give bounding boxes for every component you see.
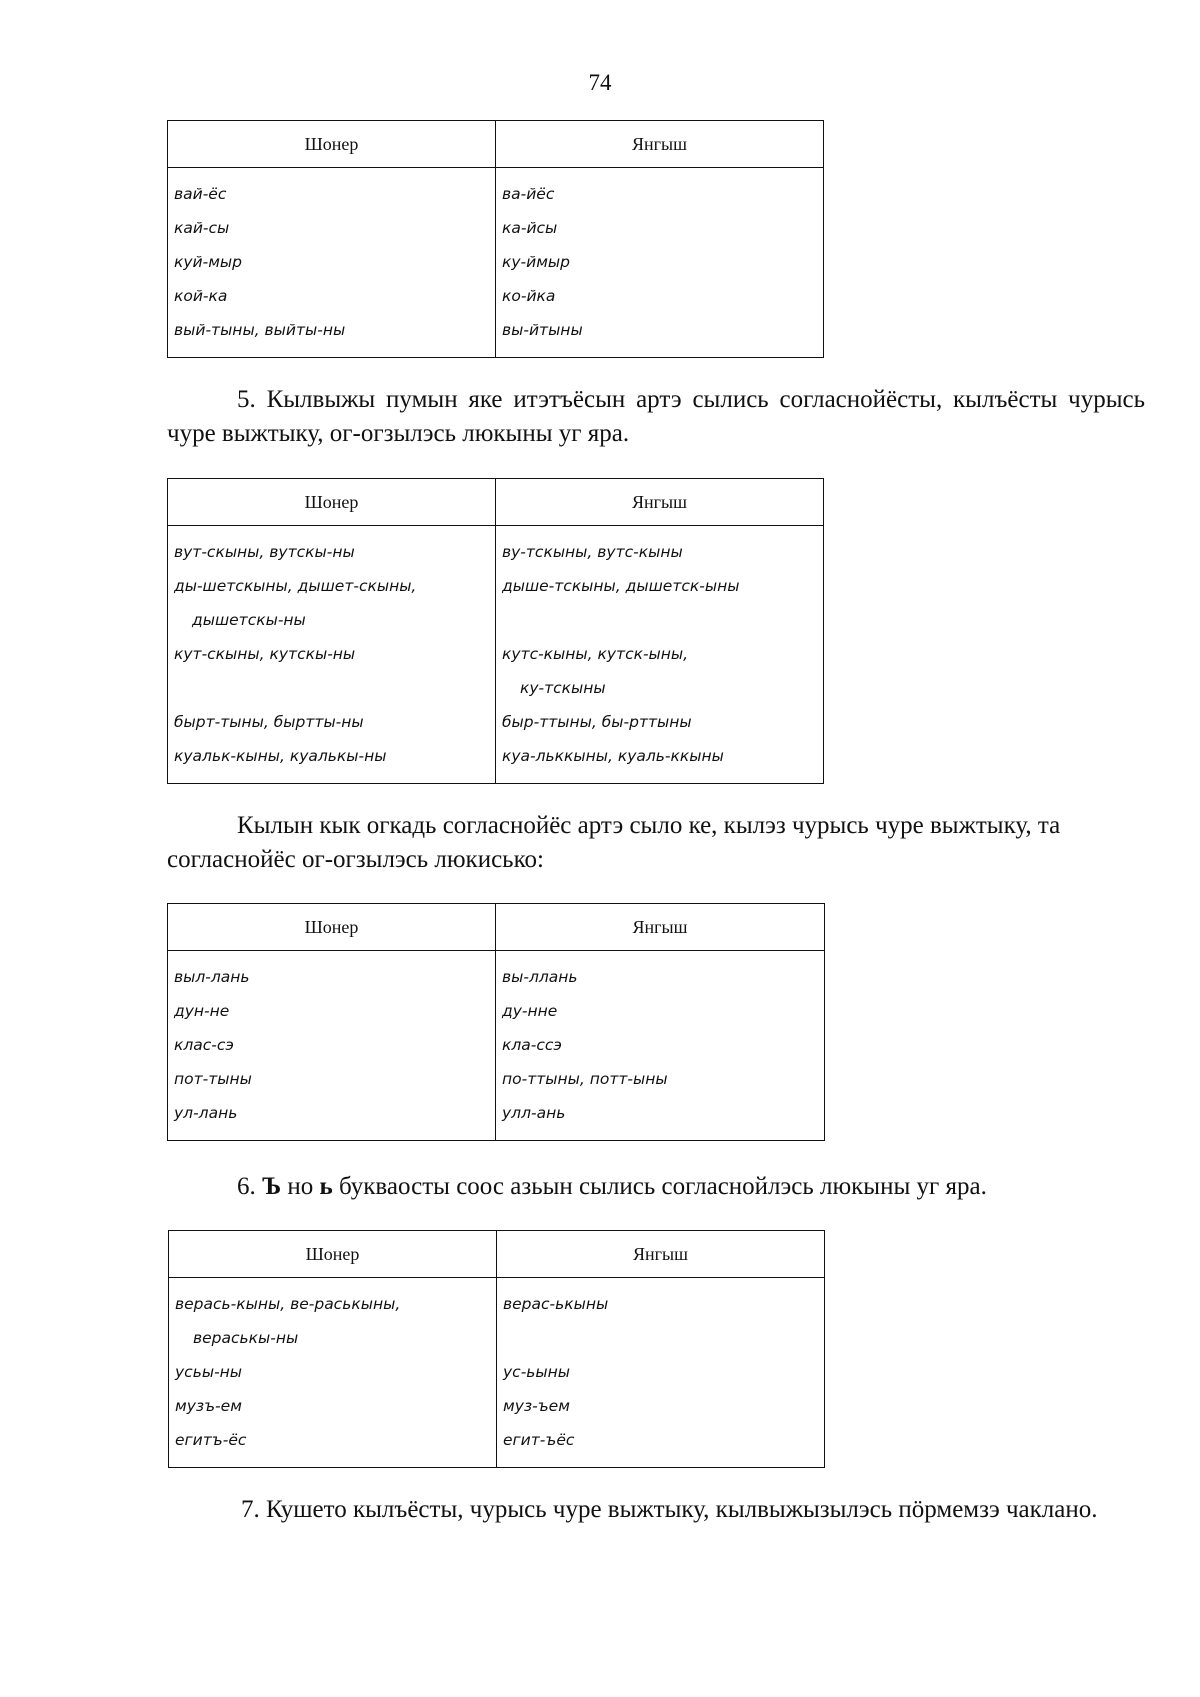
old-entry: кут-скыны, кутскы-ны <box>174 645 356 663</box>
hyphenation-table-1 <box>167 120 824 358</box>
old-rule-header: Шонер <box>168 121 496 168</box>
new-entry: верас-ькыны <box>503 1295 609 1313</box>
old-rule-header: Шонер <box>169 1231 497 1278</box>
old-entry: вераськы-ны <box>193 1329 299 1347</box>
page-number: 74 <box>588 70 612 95</box>
new-entry: кутс-кыны, кутск-ыны, <box>502 645 689 663</box>
old-entry: дун-не <box>174 1002 230 1020</box>
new-entry: по-ттыны, потт-ыны <box>502 1070 668 1088</box>
new-entry: ку-тскыны <box>520 679 606 697</box>
paragraph-rule-6: 6. Ъ но ь букваосты соос азьын сылись согласнойлэсь люкыны уг яра. <box>237 1173 987 1200</box>
old-entry: дышетскы-ны <box>192 611 306 629</box>
new-rule-column <box>496 168 824 358</box>
old-entry: пот-тыны <box>174 1070 252 1088</box>
old-entry: вай-ёс <box>174 185 227 203</box>
new-rule-column <box>496 526 824 784</box>
old-entry: ды-шетскыны, дышет-скыны, <box>174 577 417 595</box>
new-entry <box>503 1321 818 1355</box>
old-rule-column <box>168 168 496 358</box>
new-entry <box>502 603 817 637</box>
old-rule-header: Шонер <box>168 904 496 951</box>
old-entry: вый-тыны, выйты-ны <box>174 321 346 339</box>
new-entry: ду-нне <box>502 1002 558 1020</box>
new-entry: вы-ллань <box>502 968 578 986</box>
hard-sign-letter: Ъ <box>262 1173 282 1200</box>
old-entry: усьы-ны <box>175 1363 243 1381</box>
new-entry: ка-йсы <box>502 219 558 237</box>
old-entry: ул-лань <box>174 1104 238 1122</box>
new-rule-header: Янгыш <box>496 479 824 526</box>
new-entry: дыше-тскыны, дышетск-ыны <box>502 577 740 595</box>
new-entry: егит-ъёс <box>503 1431 575 1449</box>
new-entry: улл-ань <box>502 1104 566 1122</box>
old-entry: музъ-ем <box>175 1397 242 1415</box>
soft-sign-letter: ь <box>319 1173 333 1200</box>
new-rule-column <box>497 1278 825 1468</box>
hyphenation-table-2 <box>167 478 824 784</box>
old-entry: клас-сэ <box>174 1036 234 1054</box>
old-rule-column <box>168 526 496 784</box>
hyphenation-table-3 <box>167 903 825 1141</box>
new-entry: вы-йтыны <box>502 321 583 339</box>
new-rule-header: Янгыш <box>497 1231 825 1278</box>
new-entry: быр-ттыны, бы-рттыны <box>502 713 692 731</box>
new-entry: ку-ймыр <box>502 253 570 271</box>
old-entry: кай-сы <box>174 219 230 237</box>
paragraph-double-consonants: Кылын кык огкадь согласнойёс артэ сыло ке, кылэз чурысь чуре выжтыку, та согласнойёс ог-огзылэсь люкисько: <box>167 812 1061 873</box>
old-entry: верась-кыны, ве-раськыны, <box>175 1295 401 1313</box>
new-rule-column <box>496 951 825 1141</box>
old-entry <box>174 671 489 705</box>
old-entry: вут-скыны, вутскы-ны <box>174 543 355 561</box>
new-entry: ва-йёс <box>502 185 555 203</box>
old-rule-column <box>168 951 496 1141</box>
old-rule-column <box>169 1278 497 1468</box>
old-entry: выл-лань <box>174 968 250 986</box>
new-rule-header: Янгыш <box>496 121 824 168</box>
old-entry: кой-ка <box>174 287 228 305</box>
new-entry: куа-льккыны, куаль-ккыны <box>502 747 724 765</box>
old-entry: бырт-тыны, быртты-ны <box>174 713 364 731</box>
old-entry: куальк-кыны, куалькы-ны <box>174 747 387 765</box>
paragraph-rule-7: 7. Кушето кылъёсты, чурысь чуре выжтыку, кылвыжызылэсь пӧрмемзэ чаклано. <box>241 1496 1098 1523</box>
hyphenation-table-4 <box>168 1230 825 1468</box>
new-entry: муз-ъем <box>503 1397 570 1415</box>
old-rule-header: Шонер <box>168 479 496 526</box>
new-entry: кла-ссэ <box>502 1036 562 1054</box>
new-entry: ус-ьыны <box>503 1363 571 1381</box>
old-entry: егитъ-ёс <box>175 1431 247 1449</box>
old-entry: куй-мыр <box>174 253 242 271</box>
new-entry: ву-тскыны, вутс-кыны <box>502 543 683 561</box>
new-rule-header: Янгыш <box>496 904 825 951</box>
new-entry: ко-йка <box>502 287 556 305</box>
paragraph-rule-5: 5. Кылвыжы пумын яке итэтъёсын артэ сылись согласнойёсты, кылъёсты чурысь чуре выжтыку, ог-огзылэсь люкыны уг яра. <box>167 386 1145 447</box>
